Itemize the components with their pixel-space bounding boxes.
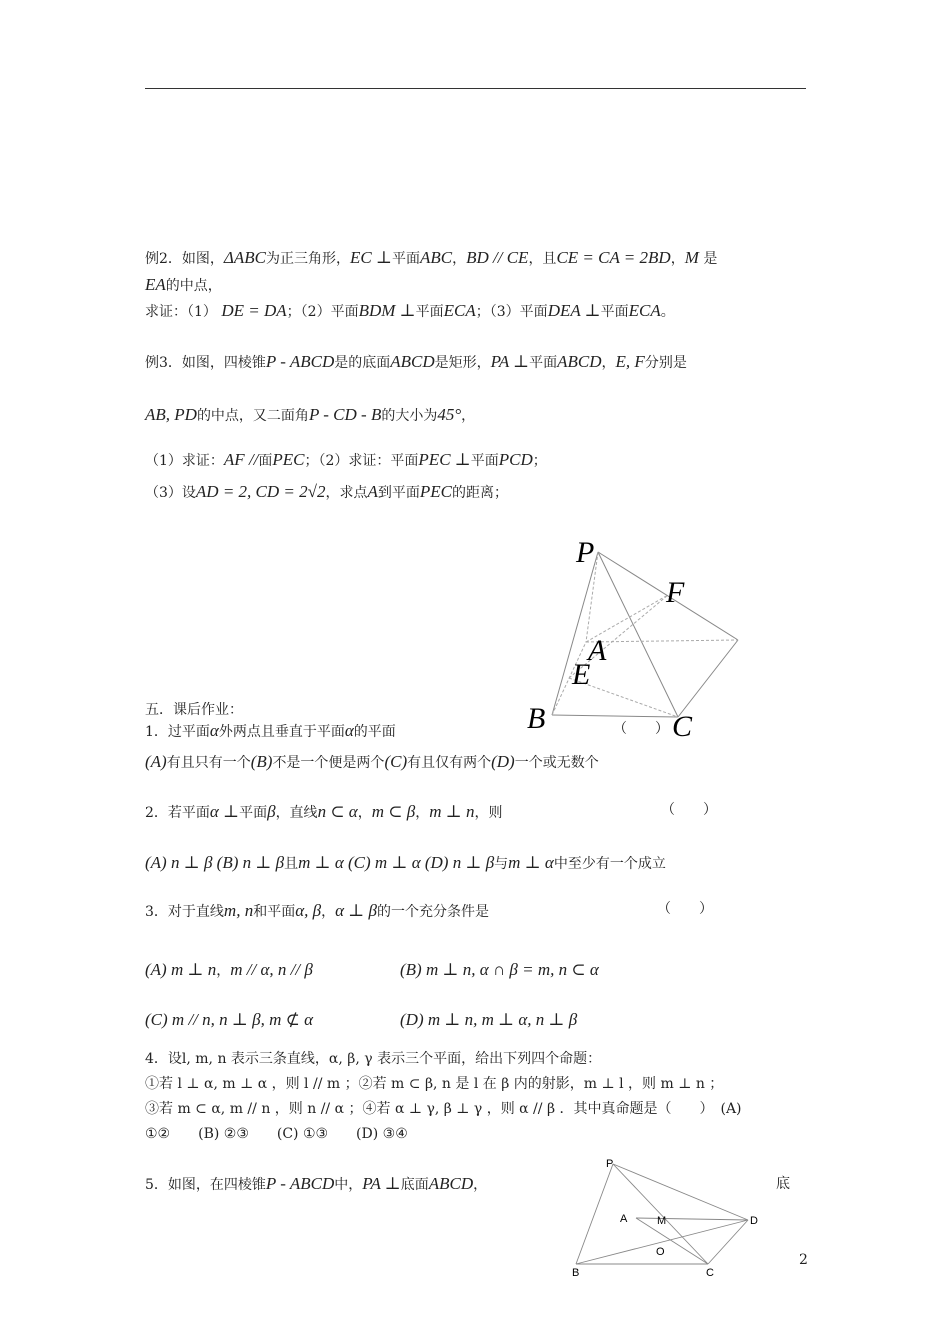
fig1-label-B: B: [527, 702, 546, 735]
pyramid-figure-2: [568, 1152, 768, 1282]
page-number: 2: [799, 1252, 808, 1268]
hw-q2: 2．若平面α ⊥平面β，直线n ⊂ α，m ⊂ β，m ⊥ n，则: [145, 802, 503, 821]
fig2-label-D: D: [750, 1215, 758, 1227]
header-rule: [145, 88, 806, 89]
ex3-line1: 例3．如图，四棱锥P - ABCD是的底面ABCD是矩形，PA ⊥平面ABCD，E, F分别是: [145, 352, 687, 371]
hw-q4-line1: 4．设l, m, n 表示三条直线，α, β, γ 表示三个平面，给出下列四个命题：: [145, 1051, 602, 1067]
hw-q4-line2: ①若 l ⊥ α, m ⊥ α ，则 l // m ；②若 m ⊂ β, n 是 l 在 β 内的射影，m ⊥ l ，则 m ⊥ n ；: [145, 1076, 724, 1092]
homework-title: 五．课后作业：: [145, 702, 243, 718]
fig2-label-B: B: [572, 1267, 580, 1279]
hw-q4-line3: ③若 m ⊂ α, m // n ，则 n // α ；④若 α ⊥ γ, β ⊥ γ ，则 α // β ．其中真命题是（ ） (A): [145, 1101, 742, 1117]
fig1-label-E: E: [572, 658, 591, 691]
fig2-label-M: M: [657, 1215, 667, 1227]
fig1-label-F: F: [666, 576, 685, 609]
hw-q3-option-A: (A) m ⊥ n，m // α, n // β: [145, 960, 313, 979]
hw-q2-options: (A) n ⊥ β (B) n ⊥ β且m ⊥ α (C) m ⊥ α (D) n ⊥ β与m ⊥ α中至少有一个成立: [145, 853, 666, 872]
hw-q3: 3．对于直线m, n和平面α, β，α ⊥ β的一个充分条件是: [145, 901, 489, 920]
hw-q1: 1．过平面α外两点且垂直于平面α的平面: [145, 721, 396, 740]
hw-q1-answer-paren: （ ）: [613, 721, 669, 737]
fig1-label-A: A: [588, 634, 607, 667]
fig1-label-C: C: [672, 710, 693, 743]
ex3-q1: （1）求证：AF //面PEC；（2）求证：平面PEC ⊥平面PCD；: [145, 450, 547, 469]
hw-q3-answer-paren: （ ）: [657, 901, 713, 917]
fig2-label-A: A: [620, 1213, 628, 1225]
fig2-label-C: C: [706, 1267, 714, 1279]
ex2-line1: 例2．如图，ΔABC为正三角形，EC ⊥平面ABC，BD // CE，且CE = CA = 2BD，M 是: [145, 248, 718, 267]
ex3-q3: （3）设AD = 2, CD = 2√2，求点A到平面PEC的距离；: [145, 482, 508, 501]
fig2-label-P: P: [606, 1158, 614, 1170]
ex3-line2: AB, PD的中点，又二面角P - CD - B的大小为45°，: [145, 405, 476, 424]
fig1-label-P: P: [576, 536, 595, 569]
hw-q4-line4: ①② (B) ②③ (C) ①③ (D) ③④: [145, 1126, 408, 1142]
hw-q1-options: (A)有且只有一个(B)不是一个便是两个(C)有且仅有两个(D)一个或无数个: [145, 752, 599, 771]
hw-q3-option-D: (D) m ⊥ n, m ⊥ α, n ⊥ β: [400, 1010, 578, 1029]
ex2-line2: EA的中点，: [145, 275, 222, 294]
ex2-questions: 求证：（1） DE = DA；（2）平面BDM ⊥平面ECA；（3）平面DEA ⊥平面ECA。: [145, 301, 675, 320]
fig2-label-O: O: [656, 1246, 665, 1258]
pyramid-figure: [520, 530, 760, 750]
hw-q5-continuation: 底: [776, 1176, 790, 1192]
hw-q3-option-C: (C) m // n, n ⊥ β, m ⊄ α: [145, 1010, 314, 1029]
hw-q2-answer-paren: （ ）: [661, 802, 717, 818]
hw-q3-option-B: (B) m ⊥ n, α ∩ β = m, n ⊂ α: [400, 960, 599, 979]
hw-q5: 5．如图，在四棱锥P - ABCD中，PA ⊥底面ABCD，: [145, 1174, 488, 1193]
